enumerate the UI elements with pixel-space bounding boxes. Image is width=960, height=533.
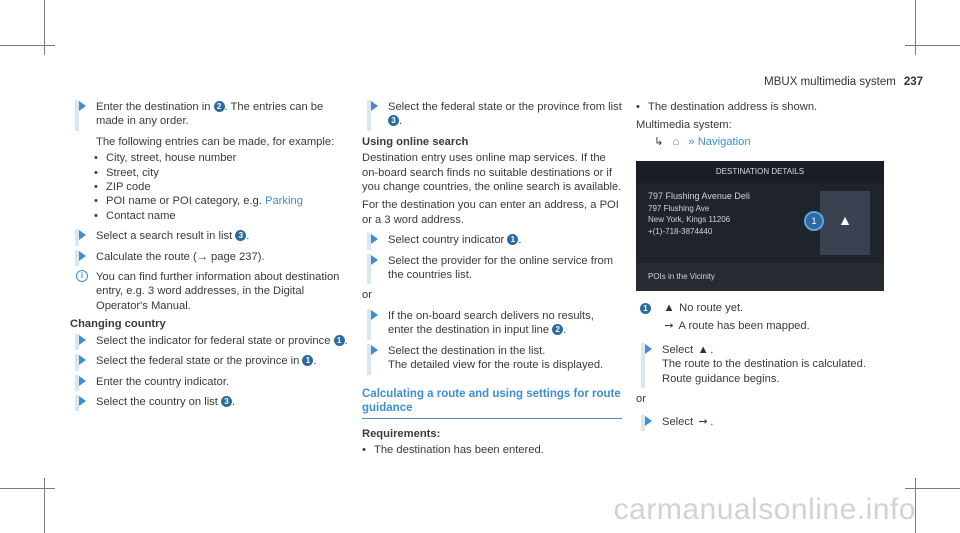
screen-image <box>636 161 884 291</box>
crop-mark <box>0 488 55 489</box>
step: Select the federal state or the province in 1 . <box>70 354 350 368</box>
or-text: or <box>636 393 646 406</box>
poi-bar: POIs in the Vicinity <box>636 263 884 291</box>
header-title: MBUX multimedia system <box>764 76 896 88</box>
section-title: Calculating a route and using settings for route guidance <box>362 387 622 419</box>
crop-mark <box>905 45 960 46</box>
paragraph: The following entries can be made, for example: <box>96 135 335 148</box>
parking-link[interactable]: Parking <box>264 195 303 208</box>
step: Select country indicator 1 . <box>362 233 622 247</box>
arrow-icon: ↳ <box>654 135 664 148</box>
list-item: • POI name or POI category, e.g. Parking <box>106 194 350 208</box>
step: Enter the destination in 2 . The entries can be made in any order. <box>70 100 350 129</box>
step-arrow-icon <box>79 376 86 386</box>
page-number: 237 <box>903 76 923 88</box>
step-arrow-icon <box>79 101 86 111</box>
route-icon: ▲ <box>663 302 675 315</box>
paragraph: Destination entry uses online map services. If the on-board search finds no suitable destinations or if you change countries, the online search is available. <box>362 152 622 194</box>
info-icon: i <box>76 270 88 282</box>
chevron-right-icon: » <box>688 135 695 148</box>
system-label: Multimedia system: <box>636 119 732 132</box>
section-heading: Using online search <box>362 135 469 148</box>
callout-marker: 1 <box>804 211 824 231</box>
step-arrow-icon <box>645 416 652 426</box>
address-block: 797 Flushing Avenue Deli 797 Flushing Ave New York, Kings 11206 +(1)-718-3874440 <box>648 191 750 236</box>
step: Enter the country indicator. <box>70 375 350 389</box>
crop-mark <box>44 478 45 533</box>
step-arrow-icon <box>371 345 378 355</box>
list-item: • Contact name <box>106 209 350 223</box>
step: Calculate the route (→ page 237). <box>70 250 350 264</box>
route-mapped-icon: ➙ <box>698 415 708 428</box>
list-item: • The destination address is shown. <box>648 100 896 114</box>
step-arrow-icon <box>79 396 86 406</box>
list-item: • The destination has been entered. <box>374 443 622 457</box>
column-1 <box>70 100 350 415</box>
legend-item: 1 ▲ No route yet. <box>636 301 896 315</box>
list-item: • ZIP code <box>106 180 350 194</box>
paragraph: For the destination you can enter an address, a POI or a 3 word address. <box>362 199 619 226</box>
home-icon: ⌂ <box>672 135 680 148</box>
step-arrow-icon <box>79 335 86 345</box>
crop-mark <box>44 0 45 55</box>
crop-mark <box>915 0 916 55</box>
page-header <box>764 76 923 88</box>
screen-title: DESTINATION DETAILS <box>636 161 884 183</box>
section-heading: Changing country <box>70 318 166 331</box>
step: Select the federal state or the province from list 3 . <box>362 100 622 129</box>
step: Select the provider for the online service from the countries list. <box>362 254 622 283</box>
nav-path <box>636 135 896 149</box>
route-icon: ▲ <box>697 344 709 357</box>
step-arrow-icon <box>79 230 86 240</box>
step-arrow-icon <box>371 255 378 265</box>
column-2 <box>362 100 622 457</box>
step: Select the indicator for federal state or province 1 . <box>70 334 350 348</box>
watermark: carmanualsonline.info <box>613 493 916 526</box>
navigation-link[interactable]: Navigation <box>697 135 751 148</box>
navigation-arrow-icon: ▲ <box>838 212 852 229</box>
step: Select a search result in list 3 . <box>70 229 350 243</box>
list-item: • Street, city <box>106 166 350 180</box>
requirements-heading: Requirements: <box>362 427 441 440</box>
crop-mark <box>905 488 960 489</box>
step: If the on-board search delivers no results, enter the destination in input line 2 . <box>362 309 622 338</box>
step: Select the country on list 3 . <box>70 395 350 409</box>
step-arrow-icon <box>371 101 378 111</box>
crop-mark <box>0 45 55 46</box>
step: Select ➙ . <box>636 415 896 429</box>
column-3 <box>636 100 896 435</box>
info-note: i You can find further information about destination entry, e.g. 3 word addresses, in the Digital Operator's Manual. <box>70 270 350 313</box>
step-arrow-icon <box>371 234 378 244</box>
list-item: • City, street, house number <box>106 151 350 165</box>
route-mapped-icon: ➙ <box>664 319 674 332</box>
step-arrow-icon <box>645 344 652 354</box>
step-arrow-icon <box>79 251 86 261</box>
step: Select ▲. The route to the destination is calculated. Route guidance begins. <box>636 343 896 386</box>
step: Select the destination in the list. The detailed view for the route is displayed. <box>362 344 622 373</box>
legend-item: ➙ A route has been mapped. <box>636 319 896 333</box>
step-arrow-icon <box>371 310 378 320</box>
or-text: or <box>362 289 372 302</box>
route-panel <box>820 191 870 255</box>
step-arrow-icon <box>79 355 86 365</box>
